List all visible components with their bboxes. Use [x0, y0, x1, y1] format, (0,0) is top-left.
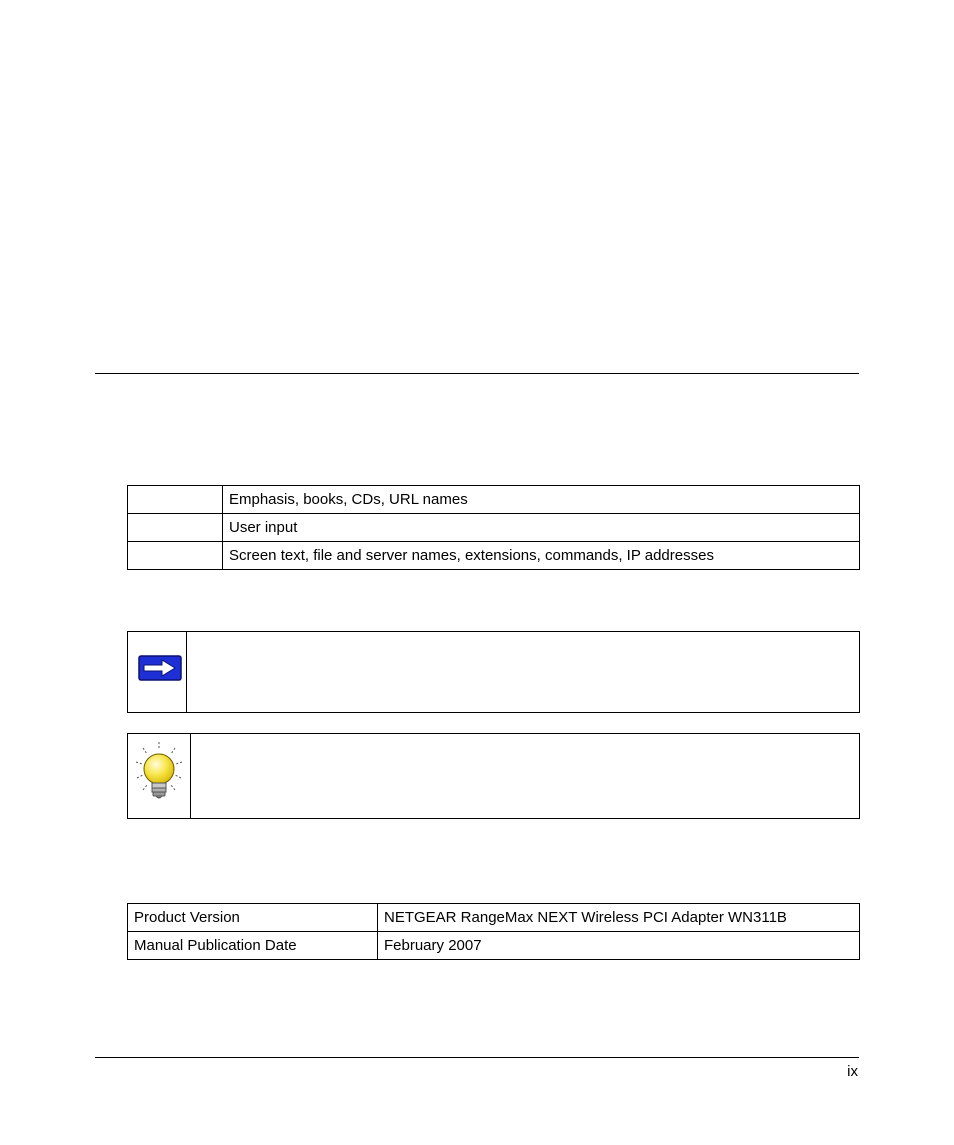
- tip-callout: [127, 733, 860, 819]
- value-cell: February 2007: [378, 932, 860, 960]
- tip-icon-cell: [128, 734, 191, 818]
- table-row: [128, 904, 860, 932]
- description-cell: User input: [223, 514, 860, 542]
- style-cell: [128, 542, 223, 570]
- description-cell: Screen text, file and server names, extensions, commands, IP addresses: [223, 542, 860, 570]
- label-cell: Product Version: [128, 904, 378, 932]
- lightbulb-icon: [134, 740, 184, 804]
- table-row: [128, 542, 860, 570]
- note-icon-cell: [128, 632, 187, 712]
- style-cell: [128, 486, 223, 514]
- description-cell: Emphasis, books, CDs, URL names: [223, 486, 860, 514]
- table-row: [128, 932, 860, 960]
- typography-conventions-table: [127, 485, 860, 570]
- style-cell: [128, 514, 223, 542]
- label-cell: Manual Publication Date: [128, 932, 378, 960]
- page-number: ix: [847, 1063, 858, 1080]
- version-table: [127, 903, 860, 960]
- right-arrow-icon: [138, 655, 182, 681]
- table-row: [128, 486, 860, 514]
- table-row: [128, 514, 860, 542]
- note-callout: [127, 631, 860, 713]
- footer-rule: [95, 1057, 859, 1058]
- header-rule: [95, 373, 859, 374]
- value-cell: NETGEAR RangeMax NEXT Wireless PCI Adapter WN311B: [378, 904, 860, 932]
